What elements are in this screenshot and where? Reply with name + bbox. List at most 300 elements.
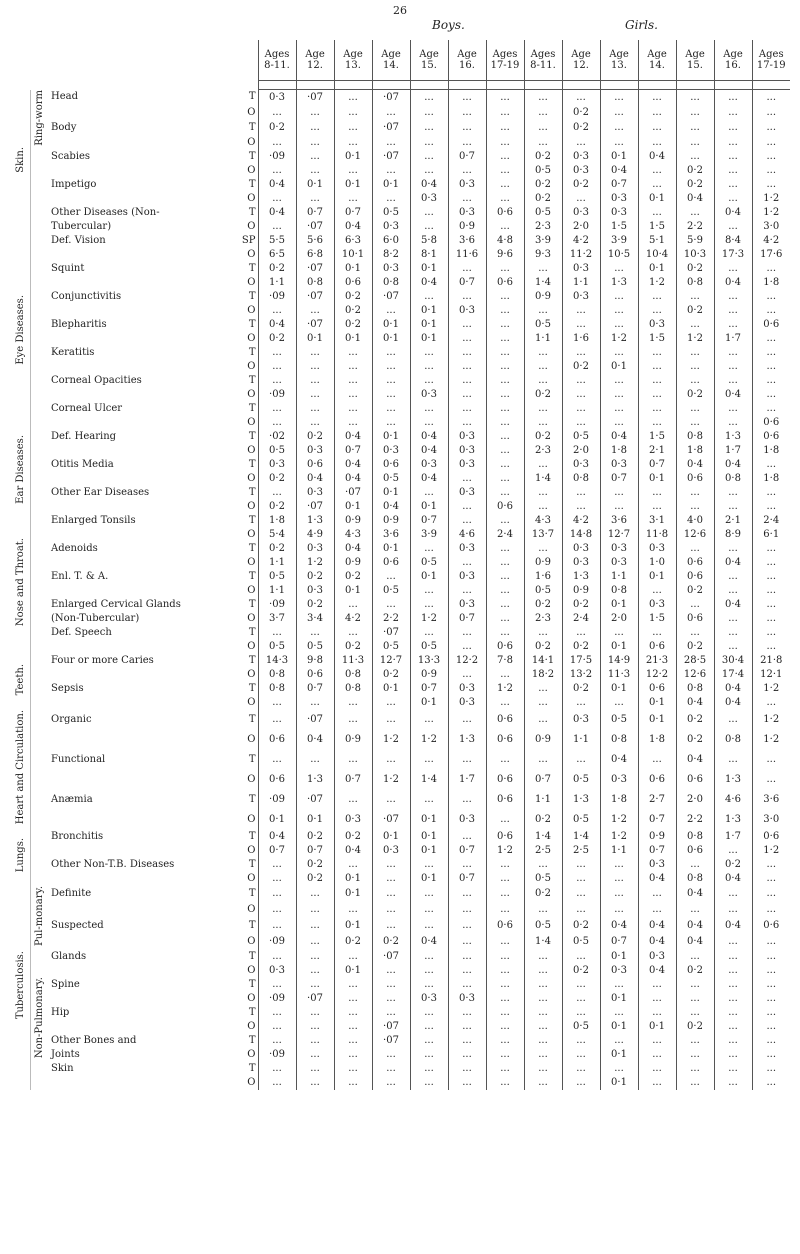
- table-cell: ...: [258, 135, 296, 150]
- table-cell: 0·3: [448, 598, 486, 612]
- row-type: O: [247, 697, 256, 709]
- table-cell: ...: [562, 872, 600, 886]
- table-cell: 14·9: [600, 654, 638, 668]
- table-cell: ...: [676, 626, 714, 640]
- table-cell: ...: [410, 950, 448, 964]
- table-cell: ...: [562, 346, 600, 360]
- table-cell: 1·2: [752, 192, 790, 206]
- table-cell: ...: [486, 556, 524, 570]
- table-cell: ...: [752, 262, 790, 276]
- table-cell: 0·1: [410, 332, 448, 346]
- table-row: [12, 992, 790, 1006]
- table-cell: 0·9: [638, 830, 676, 844]
- table-cell: 5·8: [410, 234, 448, 248]
- table-cell: ...: [448, 332, 486, 346]
- table-cell: 2·2: [676, 810, 714, 830]
- table-cell: 3·6: [372, 528, 410, 542]
- table-cell: ...: [676, 135, 714, 150]
- table-row: [12, 770, 790, 790]
- table-cell: 12·1: [752, 668, 790, 682]
- table-cell: 0·2: [676, 964, 714, 978]
- table-cell: ...: [410, 542, 448, 556]
- row-type: T: [248, 599, 256, 611]
- table-cell: ·07: [296, 90, 334, 106]
- table-cell: ...: [638, 978, 676, 992]
- table-cell: 0·2: [524, 178, 562, 192]
- table-cell: 0·5: [524, 872, 562, 886]
- age-column-header: Age 12.: [562, 40, 600, 81]
- table-cell: ...: [334, 750, 372, 770]
- table-cell: 0·2: [562, 360, 600, 374]
- table-cell: 0·4: [410, 430, 448, 444]
- table-cell: 0·2: [562, 120, 600, 135]
- table-cell: 0·4: [676, 696, 714, 710]
- table-row: [12, 248, 790, 262]
- table-cell: ...: [676, 598, 714, 612]
- table-cell: ...: [638, 374, 676, 388]
- table-cell: ...: [334, 346, 372, 360]
- table-cell: 1·2: [752, 206, 790, 220]
- table-cell: 0·4: [676, 750, 714, 770]
- table-cell: 1·1: [524, 332, 562, 346]
- table-cell: 0·9: [372, 514, 410, 528]
- table-cell: 0·1: [600, 1020, 638, 1034]
- row-label: Other Non-T.B. Diseases: [51, 858, 175, 870]
- table-cell: ...: [258, 750, 296, 770]
- table-cell: 4·2: [334, 612, 372, 626]
- table-cell: ...: [334, 1034, 372, 1048]
- age-column-header: Age 13.: [334, 40, 372, 81]
- group-label: [12, 654, 30, 710]
- table-cell: 1·0: [638, 556, 676, 570]
- table-cell: 0·6: [486, 770, 524, 790]
- table-row: [12, 402, 790, 416]
- table-cell: ...: [448, 1048, 486, 1062]
- table-cell: ...: [486, 430, 524, 444]
- table-cell: ...: [486, 90, 524, 106]
- table-cell: ...: [410, 486, 448, 500]
- table-row: [12, 416, 790, 430]
- table-cell: 0·1: [410, 570, 448, 584]
- table-cell: 0·3: [638, 950, 676, 964]
- row-type: T: [248, 714, 256, 726]
- table-cell: 1·4: [410, 770, 448, 790]
- table-cell: 3·6: [448, 234, 486, 248]
- table-row: [12, 858, 790, 872]
- table-cell: ...: [372, 902, 410, 918]
- row-type: T: [248, 1035, 256, 1047]
- table-row: [12, 458, 790, 472]
- table-row: [12, 950, 790, 964]
- row-type: O: [247, 106, 256, 118]
- table-cell: 4·2: [562, 514, 600, 528]
- table-cell: 0·4: [296, 730, 334, 750]
- table-cell: ...: [600, 388, 638, 402]
- row-label: Enlarged Cervical Glands: [51, 599, 181, 611]
- table-cell: 0·3: [562, 556, 600, 570]
- subgroup-label: [30, 150, 50, 234]
- table-cell: ...: [562, 1076, 600, 1090]
- table-cell: ...: [714, 992, 752, 1006]
- table-cell: 0·3: [562, 710, 600, 730]
- table-cell: 0·6: [486, 276, 524, 290]
- table-cell: ...: [562, 135, 600, 150]
- table-row: [12, 1048, 790, 1062]
- table-cell: ...: [296, 950, 334, 964]
- table-cell: 0·3: [296, 444, 334, 458]
- table-cell: 1·2: [752, 682, 790, 696]
- table-cell: 0·5: [562, 1020, 600, 1034]
- table-cell: ...: [448, 120, 486, 135]
- table-cell: ...: [486, 318, 524, 332]
- table-cell: ...: [638, 90, 676, 106]
- table-row: [12, 542, 790, 556]
- table-cell: 1·2: [296, 556, 334, 570]
- table-cell: ...: [334, 902, 372, 918]
- table-cell: ...: [296, 192, 334, 206]
- table-cell: 1·2: [372, 770, 410, 790]
- row-label: [50, 640, 234, 654]
- table-cell: 0·9: [524, 730, 562, 750]
- table-cell: ...: [410, 416, 448, 430]
- row-type: O: [247, 501, 256, 513]
- row-type: T: [248, 459, 256, 471]
- table-cell: ...: [448, 668, 486, 682]
- row-label: [50, 248, 234, 262]
- table-cell: ...: [676, 992, 714, 1006]
- table-cell: 12·2: [448, 654, 486, 668]
- table-cell: ...: [296, 964, 334, 978]
- table-cell: 0·3: [600, 542, 638, 556]
- table-cell: 1·1: [258, 276, 296, 290]
- table-cell: 1·3: [714, 770, 752, 790]
- row-label: [50, 416, 234, 430]
- table-cell: ...: [410, 598, 448, 612]
- table-cell: 0·1: [600, 360, 638, 374]
- table-cell: 0·3: [372, 444, 410, 458]
- table-cell: ...: [562, 978, 600, 992]
- table-cell: ...: [714, 570, 752, 584]
- table-cell: ...: [296, 346, 334, 360]
- row-type: T: [248, 920, 256, 932]
- table-cell: 9·6: [486, 248, 524, 262]
- table-cell: 1·3: [296, 514, 334, 528]
- table-cell: ...: [524, 500, 562, 514]
- table-cell: ...: [410, 790, 448, 810]
- row-type: T: [248, 655, 256, 667]
- table-cell: 0·7: [334, 770, 372, 790]
- table-cell: 0·8: [600, 730, 638, 750]
- row-label: Squint: [51, 263, 85, 275]
- table-cell: ...: [372, 1006, 410, 1020]
- table-cell: ...: [334, 992, 372, 1006]
- table-cell: ...: [448, 710, 486, 730]
- table-cell: 0·3: [296, 542, 334, 556]
- table-cell: 0·3: [448, 696, 486, 710]
- row-label: (Non-Tubercular): [51, 613, 140, 625]
- table-cell: ...: [752, 1062, 790, 1076]
- table-cell: ...: [410, 206, 448, 220]
- table-row: [12, 1020, 790, 1034]
- table-cell: 9·8: [296, 654, 334, 668]
- table-cell: ...: [334, 978, 372, 992]
- table-cell: 0·2: [258, 542, 296, 556]
- table-cell: ...: [562, 486, 600, 500]
- table-cell: 0·6: [296, 668, 334, 682]
- table-cell: ...: [410, 150, 448, 164]
- table-cell: ...: [638, 1048, 676, 1062]
- subgroup-label: [30, 430, 50, 514]
- table-cell: 0·2: [334, 318, 372, 332]
- row-type: O: [247, 813, 256, 825]
- table-cell: ...: [752, 858, 790, 872]
- table-cell: ...: [486, 934, 524, 950]
- row-type: T: [248, 375, 256, 387]
- table-cell: 0·7: [638, 810, 676, 830]
- table-cell: 14·1: [524, 654, 562, 668]
- table-cell: 0·6: [752, 318, 790, 332]
- table-cell: 0·4: [600, 430, 638, 444]
- table-cell: 2·4: [562, 612, 600, 626]
- table-row: [12, 830, 790, 844]
- table-cell: ·07: [372, 90, 410, 106]
- row-label: Head: [51, 91, 79, 103]
- table-cell: 0·3: [562, 164, 600, 178]
- table-cell: ...: [296, 918, 334, 934]
- table-cell: 0·2: [676, 388, 714, 402]
- table-cell: ...: [410, 1062, 448, 1076]
- row-label: [50, 668, 234, 682]
- table-cell: 0·4: [334, 430, 372, 444]
- table-cell: ...: [676, 374, 714, 388]
- table-cell: ...: [486, 1076, 524, 1090]
- table-cell: 0·9: [524, 290, 562, 304]
- table-cell: 0·2: [334, 830, 372, 844]
- row-type: T: [248, 951, 256, 963]
- table-cell: ...: [296, 886, 334, 902]
- table-cell: ...: [714, 584, 752, 598]
- table-cell: ...: [258, 902, 296, 918]
- row-label: Spine: [51, 979, 80, 991]
- table-cell: ...: [448, 346, 486, 360]
- group-label: [12, 514, 30, 654]
- table-cell: 0·6: [486, 830, 524, 844]
- table-cell: ...: [486, 858, 524, 872]
- table-cell: ...: [334, 402, 372, 416]
- table-cell: 2·3: [524, 612, 562, 626]
- table-cell: ...: [486, 612, 524, 626]
- table-cell: ...: [600, 858, 638, 872]
- table-cell: ...: [638, 886, 676, 902]
- table-cell: ...: [448, 626, 486, 640]
- table-cell: ...: [524, 90, 562, 106]
- table-cell: ...: [714, 486, 752, 500]
- row-type: T: [248, 121, 256, 133]
- table-cell: 11·3: [600, 668, 638, 682]
- table-cell: ...: [258, 1076, 296, 1090]
- table-cell: ...: [676, 120, 714, 135]
- table-cell: 0·5: [562, 430, 600, 444]
- table-cell: ...: [448, 640, 486, 654]
- table-cell: ...: [600, 886, 638, 902]
- table-cell: 0·6: [486, 500, 524, 514]
- table-cell: ...: [296, 1076, 334, 1090]
- table-cell: 0·1: [600, 950, 638, 964]
- table-cell: 1·1: [258, 584, 296, 598]
- table-cell: ...: [600, 135, 638, 150]
- table-cell: ...: [752, 770, 790, 790]
- table-cell: ...: [752, 105, 790, 120]
- table-cell: 0·2: [676, 262, 714, 276]
- table-cell: ...: [258, 402, 296, 416]
- row-type: O: [247, 903, 256, 915]
- age-column-header: Age 15.: [676, 40, 714, 81]
- table-cell: 0·3: [600, 192, 638, 206]
- table-cell: 0·1: [638, 262, 676, 276]
- table-cell: 0·4: [334, 220, 372, 234]
- table-cell: ...: [410, 902, 448, 918]
- table-cell: 0·8: [600, 584, 638, 598]
- table-row: [12, 150, 790, 164]
- table-cell: ...: [752, 1048, 790, 1062]
- table-cell: 6·5: [258, 248, 296, 262]
- table-cell: ...: [638, 290, 676, 304]
- subgroup-label: [30, 950, 50, 1090]
- table-cell: ...: [752, 500, 790, 514]
- table-cell: 0·1: [296, 810, 334, 830]
- table-cell: ...: [296, 416, 334, 430]
- table-cell: ...: [486, 872, 524, 886]
- table-cell: ...: [752, 598, 790, 612]
- table-cell: 0·4: [714, 598, 752, 612]
- table-cell: 0·6: [676, 570, 714, 584]
- table-cell: 6·1: [752, 528, 790, 542]
- table-cell: 0·2: [524, 388, 562, 402]
- table-cell: 0·3: [448, 542, 486, 556]
- table-cell: ...: [714, 1006, 752, 1020]
- table-row: [12, 584, 790, 598]
- table-row: [12, 388, 790, 402]
- table-cell: ...: [486, 1034, 524, 1048]
- row-type: O: [247, 734, 256, 746]
- row-type: T: [248, 515, 256, 527]
- table-cell: ...: [448, 105, 486, 120]
- row-type: O: [247, 936, 256, 948]
- table-cell: ...: [258, 1006, 296, 1020]
- table-cell: 0·6: [372, 556, 410, 570]
- table-cell: ...: [486, 472, 524, 486]
- group-label: [12, 886, 30, 1091]
- table-cell: 0·3: [410, 992, 448, 1006]
- table-cell: ...: [258, 978, 296, 992]
- table-cell: ...: [486, 458, 524, 472]
- table-row: [12, 1076, 790, 1090]
- table-cell: ...: [638, 402, 676, 416]
- table-cell: ...: [486, 332, 524, 346]
- row-label: Corneal Ulcer: [51, 403, 123, 415]
- table-cell: ...: [714, 416, 752, 430]
- table-cell: ...: [676, 318, 714, 332]
- table-cell: 0·2: [676, 304, 714, 318]
- table-cell: 1·2: [486, 844, 524, 858]
- table-cell: 0·6: [258, 770, 296, 790]
- table-cell: ...: [638, 1034, 676, 1048]
- table-cell: 0·7: [448, 872, 486, 886]
- table-row: [12, 570, 790, 584]
- table-cell: ...: [258, 346, 296, 360]
- table-cell: ...: [524, 135, 562, 150]
- table-cell: 0·2: [258, 120, 296, 135]
- row-type: T: [248, 571, 256, 583]
- table-cell: ...: [676, 206, 714, 220]
- table-cell: ...: [524, 120, 562, 135]
- table-cell: ...: [638, 178, 676, 192]
- table-cell: ...: [410, 346, 448, 360]
- table-cell: ·07: [296, 290, 334, 304]
- table-cell: ...: [372, 886, 410, 902]
- table-cell: ...: [448, 1076, 486, 1090]
- table-cell: 1·1: [524, 790, 562, 810]
- table-cell: 1·2: [600, 810, 638, 830]
- table-cell: 1·5: [638, 612, 676, 626]
- table-cell: ...: [524, 304, 562, 318]
- group-label: [12, 710, 30, 829]
- table-cell: ...: [372, 598, 410, 612]
- table-cell: ...: [562, 1006, 600, 1020]
- row-type: O: [247, 389, 256, 401]
- table-cell: 1·1: [600, 844, 638, 858]
- table-cell: ...: [752, 950, 790, 964]
- table-cell: 0·2: [334, 290, 372, 304]
- table-cell: 4·2: [752, 234, 790, 248]
- table-cell: 0·3: [448, 570, 486, 584]
- table-cell: 0·1: [410, 500, 448, 514]
- row-label: [50, 472, 234, 486]
- table-cell: 0·3: [448, 810, 486, 830]
- table-cell: 3·0: [752, 220, 790, 234]
- page-number: 26: [393, 4, 407, 17]
- group-label: [12, 90, 30, 235]
- table-cell: ...: [600, 346, 638, 360]
- table-cell: ...: [752, 640, 790, 654]
- row-label: [50, 164, 234, 178]
- age-column-header: Age 16.: [448, 40, 486, 81]
- table-cell: 0·5: [524, 584, 562, 598]
- table-cell: 0·6: [676, 770, 714, 790]
- subgroup-label-text: Non-Pulmonary.: [34, 977, 46, 1059]
- table-cell: ...: [638, 1006, 676, 1020]
- row-label: [50, 276, 234, 290]
- table-cell: ...: [448, 978, 486, 992]
- row-label: [50, 1076, 234, 1090]
- table-cell: ...: [638, 105, 676, 120]
- table-cell: 0·3: [448, 682, 486, 696]
- table-cell: 0·7: [600, 472, 638, 486]
- table-cell: ...: [524, 458, 562, 472]
- table-cell: ...: [334, 858, 372, 872]
- table-cell: ...: [334, 696, 372, 710]
- row-type: T: [248, 830, 256, 842]
- table-cell: 13·7: [524, 528, 562, 542]
- table-cell: 0·5: [562, 810, 600, 830]
- table-cell: ...: [486, 105, 524, 120]
- table-cell: 0·6: [372, 458, 410, 472]
- table-cell: ...: [714, 360, 752, 374]
- table-cell: 0·5: [524, 164, 562, 178]
- row-label: Def. Vision: [51, 235, 106, 247]
- table-cell: 3·9: [600, 234, 638, 248]
- table-cell: ...: [600, 416, 638, 430]
